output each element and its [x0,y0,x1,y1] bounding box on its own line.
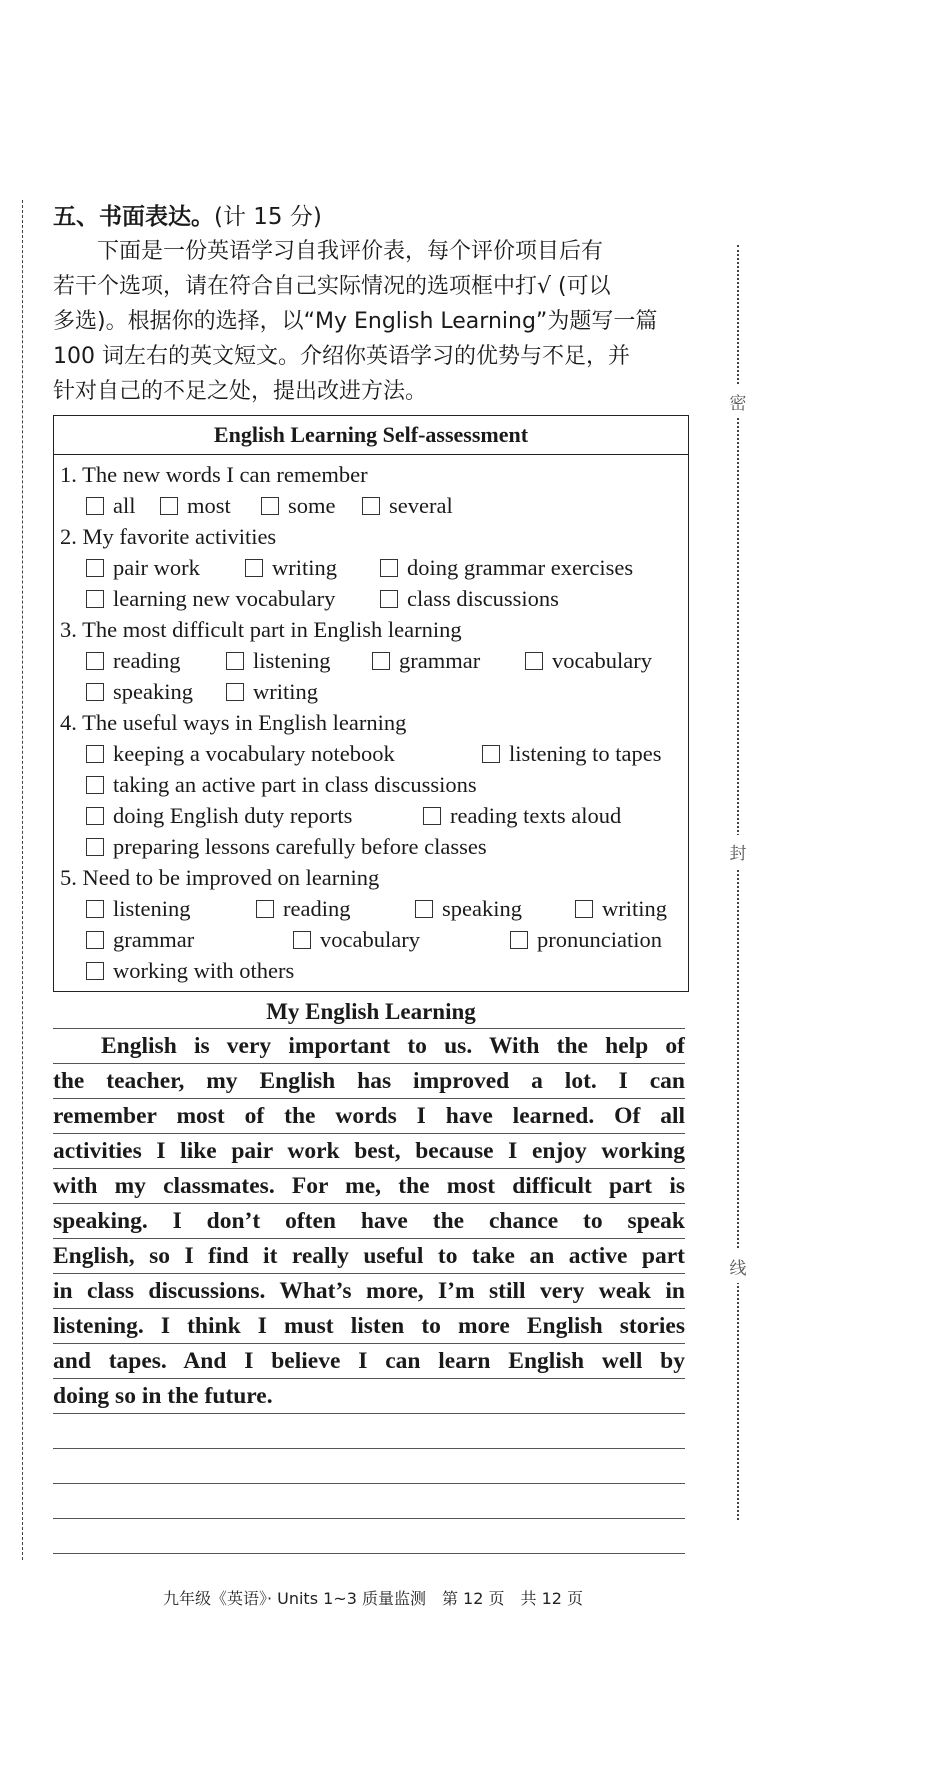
option-speaking[interactable] [86,676,193,707]
option-reading[interactable] [86,645,180,676]
instruction-line: 100 词左右的英文短文。介绍你英语学习的优势与不足，并 [53,344,630,369]
checkbox[interactable] [256,900,274,918]
essay-line: in class discussions. What’s more, I’m still very weak in [53,1274,685,1309]
option-new-vocabulary[interactable] [86,583,335,614]
option-label: all [113,493,136,518]
essay-answer-area[interactable] [53,1028,685,1554]
option-label: reading texts aloud [450,803,622,828]
essay-title: My English Learning [266,999,476,1024]
essay-line: and tapes. And I believe I can learn English well by [53,1344,685,1379]
option-label: listening [113,896,191,921]
option-label: pair work [113,555,200,580]
option-some[interactable] [261,490,336,521]
binding-dashed-line [22,200,23,1560]
option-writing[interactable] [575,893,667,924]
section-points: (计 15 分) [214,204,322,230]
checkbox[interactable] [86,745,104,763]
question-1: 1. The new words I can remember [60,462,368,487]
option-most[interactable] [160,490,231,521]
checkbox[interactable] [86,962,104,980]
option-listening-tapes[interactable] [482,738,661,769]
q3-options-row1 [60,645,688,676]
option-label: most [187,493,231,518]
q5-options-row3 [60,955,688,986]
q3-options-row2 [60,676,688,707]
option-writing[interactable] [245,552,337,583]
option-label: reading [283,896,351,921]
option-label: doing English duty reports [113,803,353,828]
instruction-line: 针对自己的不足之处，提出改进方法。 [53,379,428,404]
q4-options-row1 [60,738,688,769]
question-4: 4. The useful ways in English learning [60,710,407,735]
section-title: 五、书面表达。 [53,204,214,230]
checkbox[interactable] [372,652,390,670]
seal-mark-mi: 密 [728,385,748,418]
option-working-with-others[interactable] [86,955,294,986]
blank-line[interactable] [53,1414,685,1449]
blank-line[interactable] [53,1484,685,1519]
writing-section [53,200,689,1554]
question-2: 2. My favorite activities [60,524,277,549]
seal-mark-xian: 线 [728,1250,748,1283]
checkbox[interactable] [86,838,104,856]
option-grammar[interactable] [372,645,480,676]
checkbox[interactable] [415,900,433,918]
option-all[interactable] [86,490,136,521]
q2-options-row2 [60,583,688,614]
option-label: keeping a vocabulary notebook [113,741,395,766]
essay-line: the teacher, my English has improved a lot. I can [53,1064,685,1099]
blank-line[interactable] [53,1519,685,1554]
option-label: reading [113,648,181,673]
checkbox[interactable] [86,590,104,608]
essay-line: English is very important to us. With the help of [53,1029,685,1064]
checkbox[interactable] [482,745,500,763]
page-footer: 九年级《英语》· Units 1~3 质量监测 第 12 页 共 12 页 [162,1589,584,1608]
self-assessment-table [53,415,689,992]
option-vocabulary[interactable] [525,645,652,676]
option-label: speaking [442,896,522,921]
option-label: doing grammar exercises [407,555,634,580]
seal-dotted-line [737,245,739,1520]
checkbox[interactable] [380,559,398,577]
option-label: speaking [113,679,193,704]
q4-options-row4 [60,831,688,862]
q2-options-row1 [60,552,688,583]
table-body [54,455,688,991]
q5-options-row1 [60,893,688,924]
option-label: grammar [113,927,195,952]
checkbox[interactable] [86,807,104,825]
essay-line: speaking. I don’t often have the chance to speak [53,1204,685,1239]
option-label: vocabulary [320,927,420,952]
option-class-discussions[interactable] [380,583,559,614]
essay-line: activities I like pair work best, because I enjoy working [53,1134,685,1169]
option-speaking[interactable] [415,893,522,924]
checkbox[interactable] [575,900,593,918]
option-pair-work[interactable] [86,552,200,583]
essay-line: remember most of the words I have learned. Of all [53,1099,685,1134]
option-listening[interactable] [86,893,191,924]
instructions [53,234,689,409]
option-label: grammar [399,648,481,673]
option-preparing-lessons[interactable] [86,831,487,862]
option-vocabulary[interactable] [293,924,420,955]
option-label: writing [272,555,337,580]
essay-line: with my classmates. For me, the most difficult part is [53,1169,685,1204]
q1-options [60,490,688,521]
checkbox[interactable] [525,652,543,670]
checkbox[interactable] [86,931,104,949]
essay-line: English, so I find it really useful to take an active part [53,1239,685,1274]
seal-mark-feng: 封 [728,835,748,868]
option-grammar[interactable] [86,924,194,955]
table-title: English Learning Self-assessment [54,416,688,455]
q4-options-row2 [60,769,688,800]
checkbox[interactable] [293,931,311,949]
option-label: pronunciation [537,927,662,952]
checkbox[interactable] [86,559,104,577]
option-label: writing [602,896,667,921]
checkbox[interactable] [423,807,441,825]
section-heading [53,200,689,234]
checkbox[interactable] [510,931,528,949]
checkbox[interactable] [86,652,104,670]
checkbox[interactable] [86,776,104,794]
q5-options-row2 [60,924,688,955]
option-active-part[interactable] [86,769,477,800]
option-grammar-exercises[interactable] [380,552,633,583]
checkbox[interactable] [261,497,279,515]
q4-options-row3 [60,800,688,831]
option-label: learning new vocabulary [113,586,336,611]
essay-line: doing so in the future. [53,1379,685,1414]
question-5: 5. Need to be improved on learning [60,865,380,890]
option-label: writing [253,679,318,704]
checkbox[interactable] [245,559,263,577]
instruction-line: 若干个选项，请在符合自己实际情况的选项框中打√ (可以 [53,274,611,299]
option-listening[interactable] [226,645,331,676]
option-label: listening [253,648,331,673]
option-reading-aloud[interactable] [423,800,621,831]
checkbox[interactable] [226,683,244,701]
checkbox[interactable] [362,497,380,515]
option-writing[interactable] [226,676,318,707]
checkbox[interactable] [380,590,398,608]
option-vocabulary-notebook[interactable] [86,738,395,769]
option-label: working with others [113,958,295,983]
option-label: class discussions [407,586,559,611]
instruction-line: 多选)。根据你的选择，以“My English Learning”为题写一篇 [53,309,658,334]
checkbox[interactable] [86,900,104,918]
option-pronunciation[interactable] [510,924,662,955]
option-label: vocabulary [552,648,652,673]
option-label: several [389,493,453,518]
question-3: 3. The most difficult part in English learning [60,617,462,642]
option-reading[interactable] [256,893,350,924]
option-label: some [288,493,336,518]
instruction-line: 下面是一份英语学习自我评价表，每个评价项目后有 [53,239,604,264]
checkbox[interactable] [86,497,104,515]
option-label: taking an active part in class discussions [113,772,477,797]
blank-line[interactable] [53,1449,685,1484]
essay-line: listening. I think I must listen to more English stories [53,1309,685,1344]
option-label: listening to tapes [509,741,662,766]
option-several[interactable] [362,490,453,521]
option-label: preparing lessons carefully before classes [113,834,487,859]
checkbox[interactable] [226,652,244,670]
checkbox[interactable] [160,497,178,515]
checkbox[interactable] [86,683,104,701]
option-duty-reports[interactable] [86,800,352,831]
